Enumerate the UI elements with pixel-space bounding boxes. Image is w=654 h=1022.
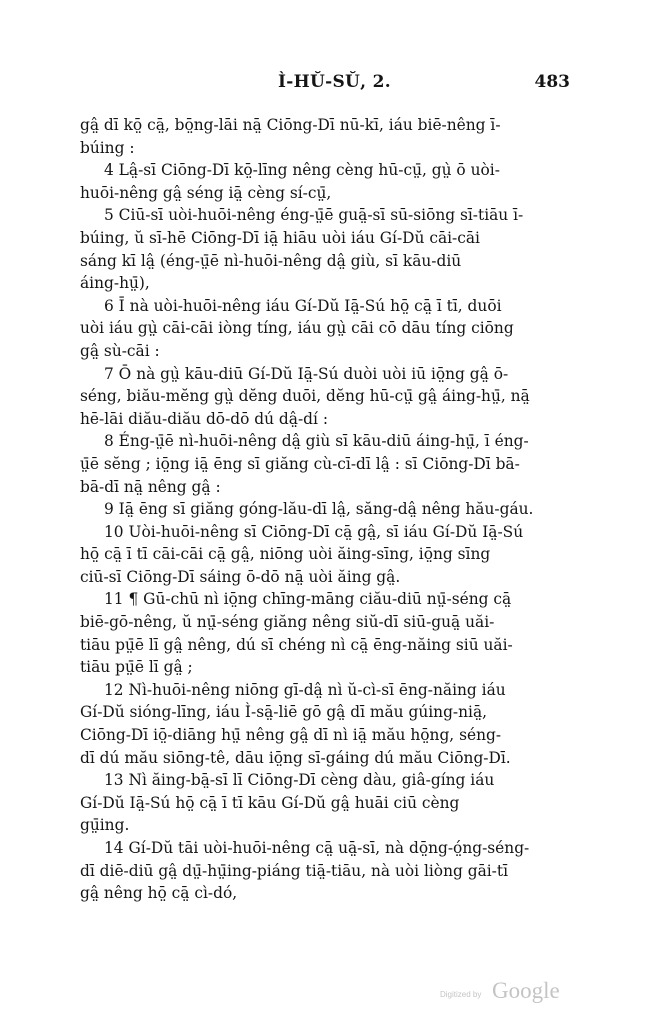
page-header xyxy=(80,72,570,96)
text-line: 12 Nì-huōi-nêng niōng gī-dâ̤ nì ŭ-cì-sī ēng-năing iáu xyxy=(104,680,506,699)
text-line: gṳ̄ing. xyxy=(80,816,130,835)
text-line: búing, ŭ sī-hē Ciōng-Dī iā̤ hiāu uòi iáu Gí-Dŭ cāi-cāi xyxy=(80,228,480,247)
text-line: 10 Uòi-huōi-nêng sī Ciōng-Dī cā̤ gâ̤, sī iáu Gí-Dŭ Iā̤-Sú xyxy=(104,522,524,541)
text-line: 8 Éng-ṳ̄ē nì-huōi-nêng dâ̤ giù sī kāu-diū áing-hṳ̄, ī éng- xyxy=(104,432,529,451)
watermark-prefix: Digitized by xyxy=(440,990,482,999)
text-line: gâ̤ dī kō̤ cā̤, bō̤ng-lāi nā̤ Ciōng-Dī nū-kī, iáu biē-nêng ī- xyxy=(80,116,501,134)
text-line: 13 Nì ăing-bā̤-sī lī Ciōng-Dī cèng dàu, giâ-gíng iáu xyxy=(104,771,495,790)
text-line: 11 ¶ Gū-chū nì iō̤ng chīng-māng ciău-diū nṳ̄-séng cā̤ xyxy=(104,590,512,609)
text-line: Gí-Dŭ Iā̤-Sú hō̤ cā̤ ī tī kāu Gí-Dŭ gâ̤ huāi ciū cèng xyxy=(80,793,460,812)
text-line: áing-hṳ̄), xyxy=(80,274,150,293)
running-title: Ì-HŬ-SŬ, 2. xyxy=(278,72,391,92)
text-line: ṳ̄ē sĕng ; iō̤ng iā̤ ēng sī giăng cù-cī-dī lâ̤ : sī Ciōng-Dī bā- xyxy=(80,454,520,473)
text-line: bā-dī nā̤ nêng gâ̤ : xyxy=(80,477,221,496)
digitized-watermark xyxy=(440,978,580,1008)
text-line: 14 Gí-Dŭ tāi uòi-huōi-nêng cā̤ uā̤-sī, nà dō̤ng-ó̤ng-séng- xyxy=(104,839,530,857)
text-line: uòi iáu gṳ̀ cāi-cāi iòng tíng, iáu gṳ̀ cāi cō dāu tíng ciōng xyxy=(80,319,514,338)
text-line: tiāu pṳ̄ē lī gâ̤ ; xyxy=(80,658,193,677)
text-line: dī diē-diū gâ̤ dṳ̄-hṳ̄ing-piáng tiā̤-tiāu, nà uòi liòng gāi-tī xyxy=(80,861,508,880)
text-line: 5 Ciū-sī uòi-huōi-nêng éng-ṳ̄ē guā̤-sī sū-siōng sī-tiāu ī- xyxy=(104,206,524,225)
text-line: 6 Ī nà uòi-huōi-nêng iáu Gí-Dŭ Iā̤-Sú hō̤ cā̤ ī tī, duōi xyxy=(104,296,502,315)
text-line: séng, biău-mĕng gṳ̀ dĕng duōi, dĕng hū-cṳ̄ gâ̤ áing-hṳ̄, nā̤ xyxy=(80,387,530,406)
text-line: hō̤ cā̤ ī tī cāi-cāi cā̤ gâ̤, niōng uòi ăing-sīng, iō̤ng sīng xyxy=(80,545,491,564)
text-line: sáng kī lâ̤ (éng-ṳ̄ē nì-huōi-nêng dâ̤ giù, sī kāu-diū xyxy=(80,251,462,270)
text-line: biē-gō-nêng, ŭ nṳ̄-séng giăng nêng siŭ-dī siū-guā̤ uăi- xyxy=(80,613,495,632)
text-line: gâ̤ sù-cāi : xyxy=(80,341,160,360)
text-line: hē-lāi diău-diău dō-dō dú dâ̤-dí : xyxy=(80,409,329,428)
text-line: 9 Iā̤ ēng sī giăng góng-lău-dī lâ̤, săng-dâ̤ nêng hău-gáu. xyxy=(104,500,534,519)
watermark-brand: Google xyxy=(492,978,560,1003)
page-number: 483 xyxy=(534,72,570,92)
text-line: tiāu pṳ̄ē lī gâ̤ nêng, dú sī chéng nì cā̤ ēng-năing siū uăi- xyxy=(80,635,513,654)
text-line: huōi-nêng gâ̤ séng iā̤ cèng sí-cṳ̄, xyxy=(80,183,332,202)
text-line: Gí-Dŭ sióng-līng, iáu Ì-sā̤-liē gō gâ̤ dī mău gúing-niā̤, xyxy=(80,703,488,722)
text-line: gâ̤ nêng hō̤ cā̤ cì-dó, xyxy=(80,884,238,903)
text-line: búing : xyxy=(80,138,135,157)
text-line: 4 Lâ̤-sī Ciōng-Dī kō̤-līng nêng cèng hū-cṳ̄, gṳ̀ ō uòi- xyxy=(104,161,500,180)
text-line: dī dú mău siōng-tê, dāu iō̤ng sī-gáing dú mău Ciōng-Dī. xyxy=(80,748,511,767)
text-line: 7 Ō nà gṳ̀ kāu-diū Gí-Dŭ Iā̤-Sú duòi uòi iū iō̤ng gâ̤ ō- xyxy=(104,364,509,383)
text-line: ciū-sī Ciōng-Dī sáing ō-dō nā̤ uòi ăing gâ̤. xyxy=(80,567,401,586)
body-text xyxy=(80,114,570,905)
text-line: Ciōng-Dī iō̤-diāng hṳ̄ nêng gâ̤ dī nì iā̤ mău hō̤ng, séng- xyxy=(80,726,502,745)
